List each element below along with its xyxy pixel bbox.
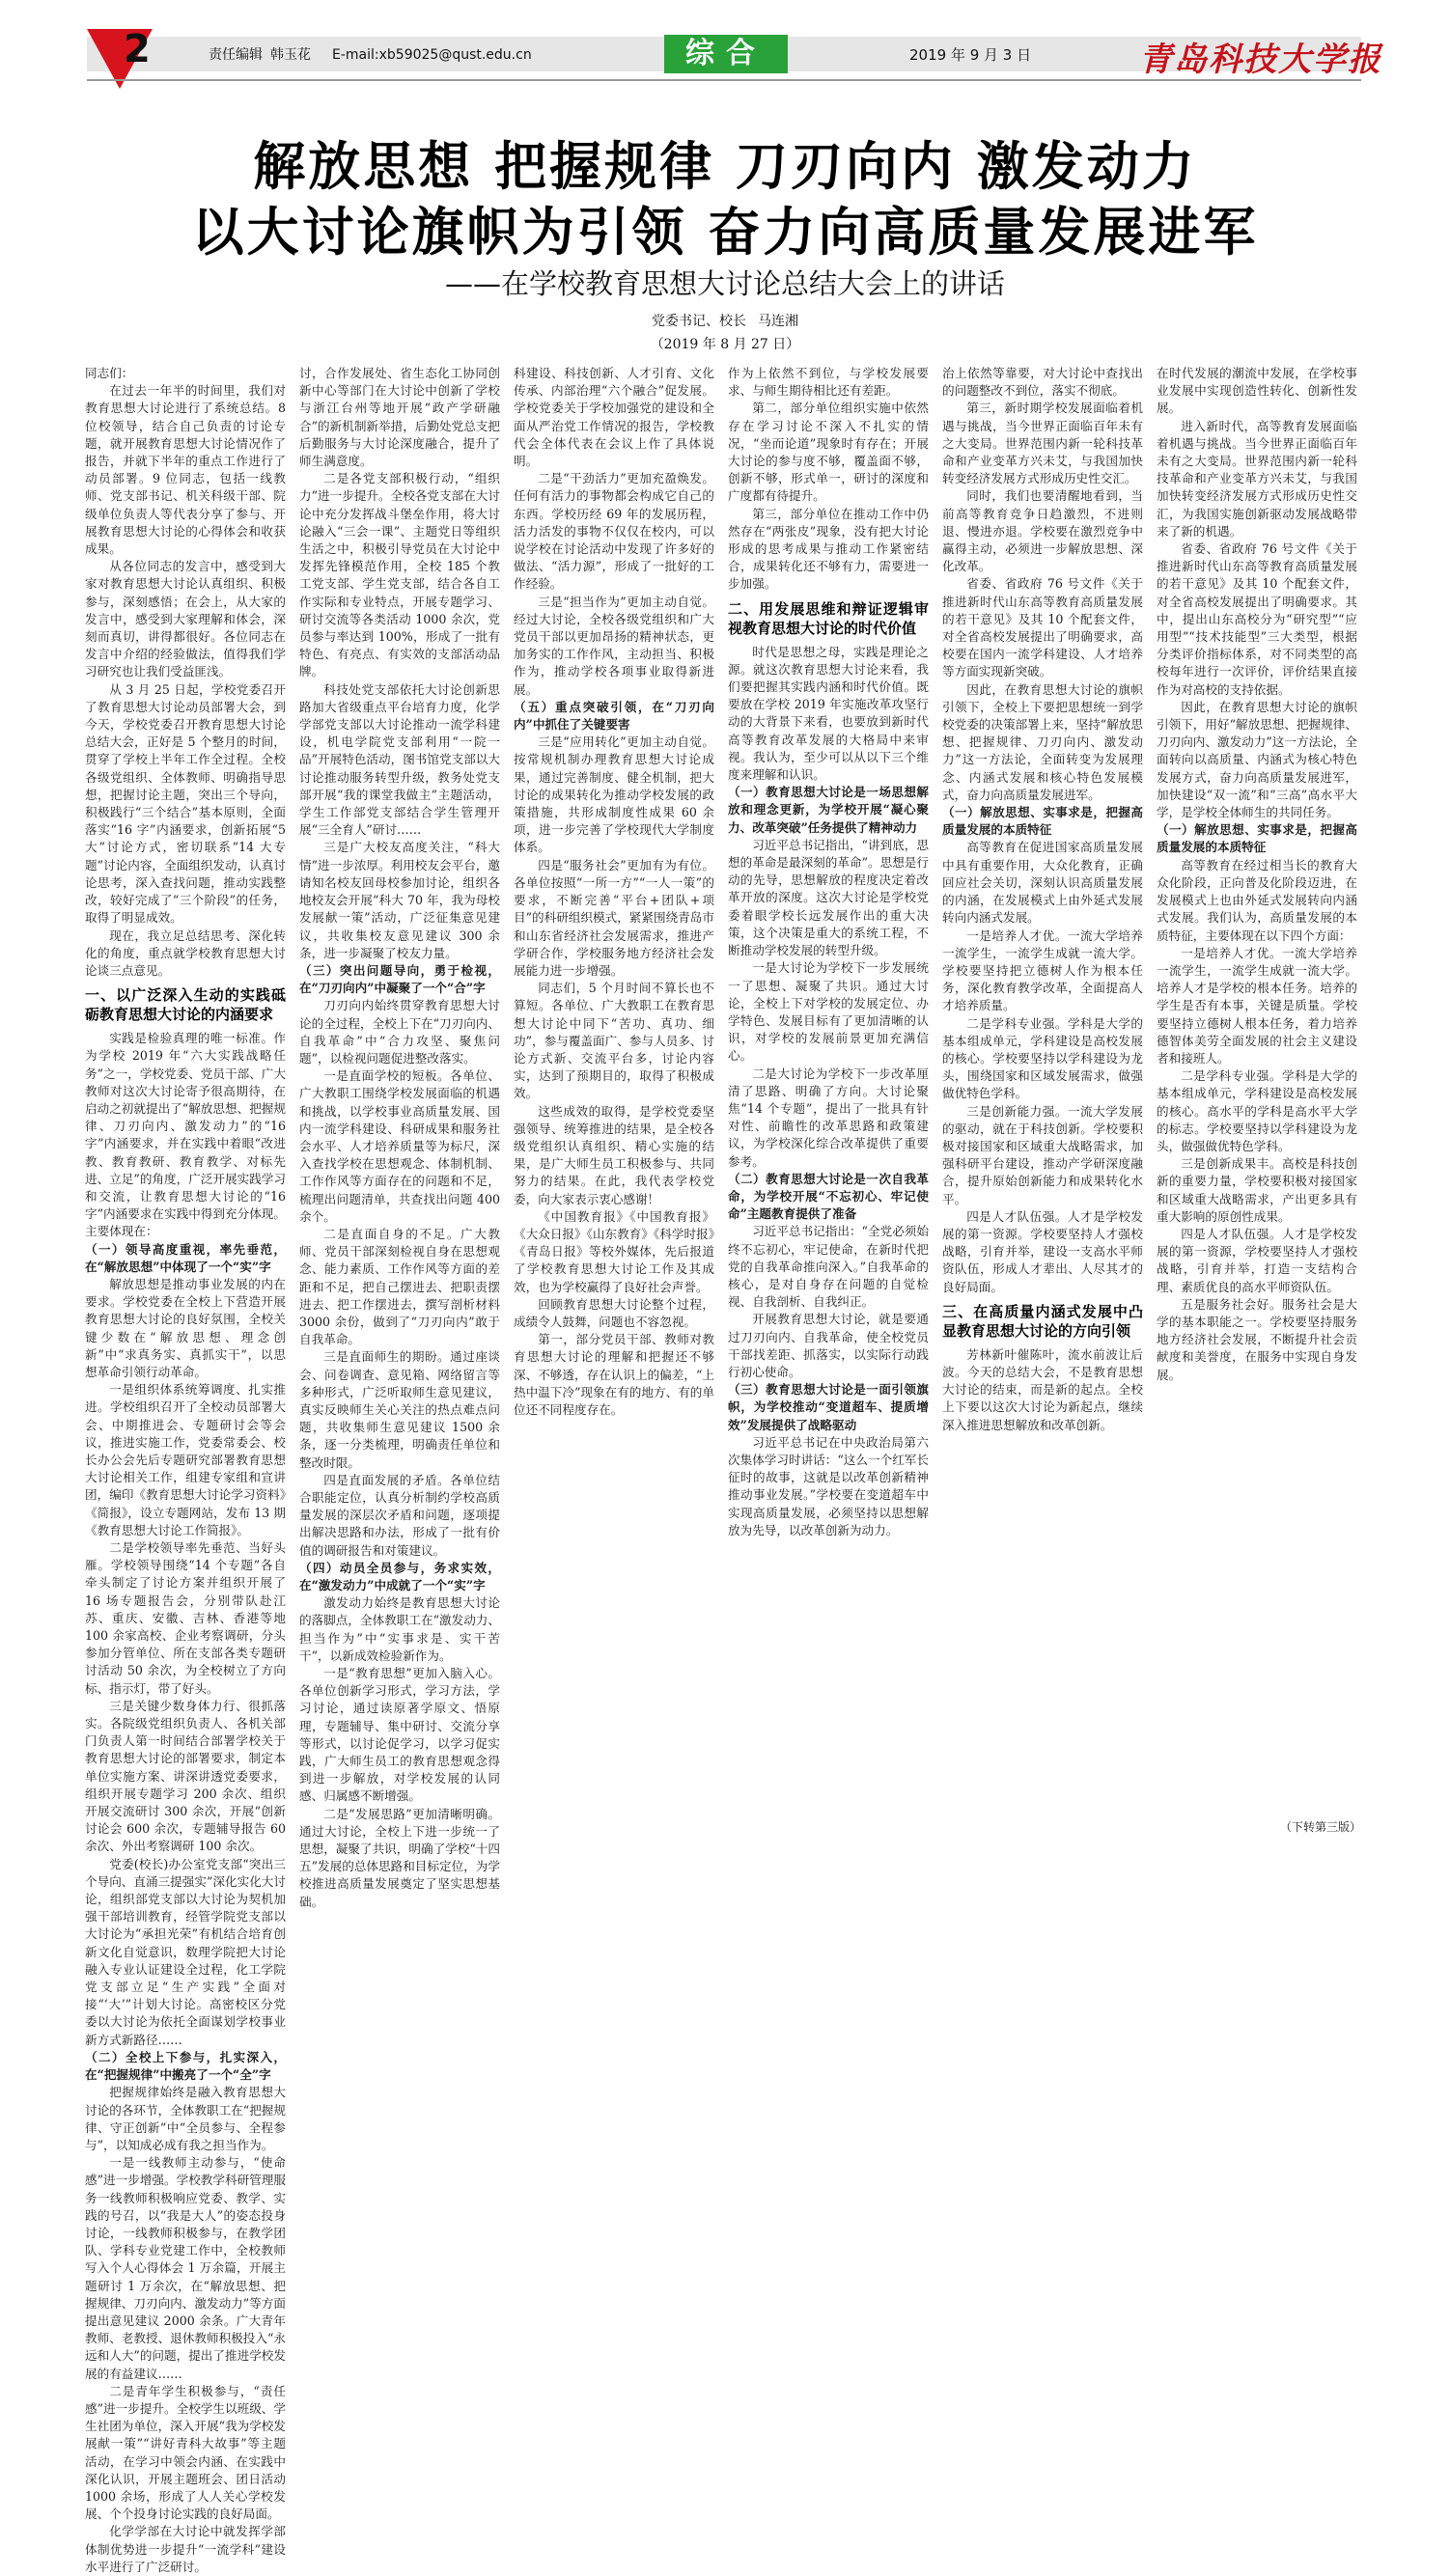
article-subtitle: ——在学校教育思想大讨论总结大会上的讲话	[444, 267, 1005, 300]
paragraph: 从各位同志的发言中，感受到大家对教育思想大讨论认真组织、积极参与，深刻感悟；在会上，从大家的发言中，感受到大家理解和体会，深刻而真切，讲得都很好。各位同志在发言中介绍的经验做法，值得我们学习研究也让我们受益匪浅。	[85, 559, 286, 679]
paragraph: 讨，合作发展处、省生态化工协同创新中心等部门在大讨论中创新了学校与浙江台州等地开展“政产学研融合”的新机制新举措，后勤处党总支把后勤服务与大讨论深度融合，提升了师生满意度。	[299, 366, 500, 469]
paragraph: 二是学校领导率先垂范、当好头雁。学校领导围绕“14 个专题”各自牵头制定了讨论方案并组织开展了 16 场专题报告会，分别带队赴江苏、重庆、安徽、吉林、香港等地 100 余家高校、企业考察调研，分头参加分管单位、所在支部各类专题研讨活动 50 余次，为全校树立了方向标、指示灯，带了好头。	[85, 1540, 286, 1696]
text-column-4	[728, 365, 929, 1814]
paragraph: 高等教育在经过相当长的教育大众化阶段，正向普及化阶段迈进，在发展模式上也由外延式发展转向内涵式发展。我们认为，高质量发展的本质特征，主要体现在以下四个方面：	[1157, 857, 1357, 943]
paragraph: 习近平总书记指出：“全党必须始终不忘初心，牢记使命，在新时代把党的自我革命推向深入。”自我革命的核心，是对自身存在问题的自觉检视、自我剖析、自我纠正。	[728, 1224, 929, 1310]
paragraph: 二是学科专业强。学科是大学的基本组成单元，学科建设是高校发展的核心。高水平的学科是高水平大学的标志。学校要坚持以学科建设为龙头，做强做优特色学科。	[1157, 1068, 1357, 1153]
paragraph: 同时，我们也要清醒地看到，当前高等教育竞争日趋激烈，不进则退、慢进亦退。学校要在激烈竞争中赢得主动，必须进一步解放思想、深化改革。	[942, 488, 1143, 574]
paragraph: 第三，新时期学校发展面临着机遇与挑战，当今世界正面临百年未有之大变局。世界范围内新一轮科技革命和产业变革方兴未艾，与我国加快转变经济发展方式形成历史性交汇。	[942, 401, 1143, 486]
paragraph: 四是人才队伍强。人才是学校发展的第一资源。学校要坚持人才强校战略，引育并举，建设一支高水平师资队伍，形成人才辈出、人尽其才的良好局面。	[942, 1208, 1143, 1294]
text-column-3	[514, 365, 714, 1814]
paragraph: 三是广大校友高度关注，“科大情”进一步浓厚。利用校友会平台，邀请知名校友回母校参加讨论，组织各地校友会开展“科大 70 年，我为母校发展献一策”活动，广泛征集意见建议，共收集校友意见建议 300 余条，进一步凝聚了校友力量。	[299, 840, 500, 960]
subsection-heading: （三）突出问题导向，勇于检视，在“刀刃向内”中凝聚了一个“合”字	[299, 962, 500, 996]
paragraph: 习近平总书记在中央政治局第六次集体学习时讲话：“这么一个红军长征时的故事，这就是以改革创新精神推动事业发展。”学校要在变道超车中实现高质量发展，必须坚持以思想解放为先导，以改革创新为动力。	[728, 1434, 929, 1537]
section-heading: 一、以广泛深入生动的实践砥砺教育思想大讨论的内涵要求	[85, 986, 286, 1024]
paragraph: 科建设、科技创新、人才引育、文化传承、内部治理“六个融合”促发展。学校党委关于学校加强党的建设和全面从严治党工作情况的报告，学校教代会全体代表在会议上作了具体说明。	[514, 366, 714, 469]
byline	[0, 311, 1450, 330]
subsection-heading: （一）领导高度重视，率先垂范，在“解放思想”中体现了一个“实”字	[85, 1241, 286, 1274]
paragraph: 二是直面自身的不足。广大教师、党员干部深刻检视自身在思想观念、能力素质、工作作风等方面的差距和不足，把自己摆进去、把职责摆进去、把工作摆进去，撰写剖析材料 3000 余份，做到了“刀刃向内”敢于自我革命。	[299, 1226, 500, 1347]
subsection-heading: （三）教育思想大讨论是一面引领旗帜，为学校推动“变道超车、提质增效”发展提供了战略驱动	[728, 1382, 929, 1432]
paragraph: 二是“发展思路”更加清晰明确。通过大讨论，全校上下进一步统一了思想，凝聚了共识，明确了学校“十四五”发展的总体思路和目标定位，为学校推进高质量发展奠定了坚实思想基础。	[299, 1806, 500, 1909]
paragraph: 三是关键少数身体力行、很抓落实。各院级党组织负责人、各机关部门负责人第一时间结合部署学校关于教育思想大讨论的部署要求，制定本单位实施方案、讲深讲透党委要求，组织开展专题学习 200 余次、组织开展交流研讨 300 余次，开展“创新讨论会 600 余次，专题辅导报告 60 余次、外出考察调研 100 余次。	[85, 1698, 286, 1854]
paragraph: 把握规律始终是融入教育思想大讨论的各环节，全体教职工在“把握规律、守正创新”中“全员参与、全程参与”，以知成必成有我之担当作为。	[85, 2085, 286, 2152]
paragraph: 因此，在教育思想大讨论的旗帜引领下，全校上下要把思想统一到学校党委的决策部署上来，坚持“解放思想、把握规律、刀刃向内、激发动力”这一方法论，全面转变为发展理念、内涵式发展和核心特色发展模式，奋力向高质量发展进军。	[942, 681, 1143, 802]
masthead-logo: 青岛科技大学报	[1139, 41, 1382, 79]
paragraph: 激发动力始终是教育思想大讨论的落脚点，全体教职工在“激发动力、担当作为”中“实事求是、实干苦干”，以新成效检验新作为。	[299, 1595, 500, 1663]
paragraph: 第一，部分党员干部、教师对教育思想大讨论的理解和把握还不够深、不够透，存在认识上的偏差，“上热中温下冷”现象在有的地方、有的单位还不同程度存在。	[514, 1332, 714, 1417]
issue-date: 2019 年 9 月 3 日	[909, 46, 1032, 64]
paragraph: 时代是思想之母，实践是理论之源。就这次教育思想大讨论来看，我们要把握其实践内涵和时代价值。既要放在学校 2019 年实施改革攻坚行动的大背景下来看，也要放到新时代高等教育改革发展的大格局中来审视。我认为，至少可以从以下三个维度来理解和认识。	[728, 644, 929, 783]
subsection-heading: （四）动员全员参与，务求实效，在“激发动力”中成就了一个“实”字	[299, 1560, 500, 1593]
paragraph: 现在，我立足总结思考、深化转化的角度，重点就学校教育思想大讨论谈三点意见。	[85, 928, 286, 978]
paragraph: 三是“应用转化”更加主动自觉。按常规机制办理教育思想大讨论成果，通过完善制度、健全机制，把大讨论的成果转化为推动学校发展的政策措施，共形成制度性成果 60 余项，进一步完善了学校现代大学制度体系。	[514, 734, 714, 855]
editor-info	[209, 44, 532, 64]
paragraph: 四是人才队伍强。人才是学校发展的第一资源，学校要坚持人才强校战略，引育并举，打造一支结构合理、素质优良的高水平师资队伍。	[1157, 1226, 1357, 1294]
subsection-heading: （二）全校上下参与，扎实深入，在“把握规律”中搬亮了一个“全”字	[85, 2049, 286, 2083]
text-column-5	[942, 365, 1143, 1814]
paragraph: 刀刃向内始终贯穿教育思想大讨论的全过程，全校上下在“刀刃向内、自我革命”中“合力攻坚、聚焦问题”，以检视问题促进整改落实。	[299, 998, 500, 1066]
paragraph: 四是直面发展的矛盾。各单位结合职能定位，认真分析制约学校高质量发展的深层次矛盾和问题，逐项提出解决思路和办法，形成了一批有价值的调研报告和对策建议。	[299, 1472, 500, 1558]
paragraph: 省委、省政府 76 号文件《关于推进新时代山东高等教育高质量发展的若干意见》及其 10 个配套文件，对全省高校发展提出了明确要求。其中，提出山东高校分为“研究型”“应用型”“技术技能型”三大类型，根据分类评价指标体系，对不同类型的高校每年进行一次评价，评价结果直接作为对高校的支持依据。	[1157, 541, 1357, 697]
paragraph: 回顾教育思想大讨论整个过程，成绩令人鼓舞，问题也不容忽视。	[514, 1296, 714, 1329]
paragraph: 进入新时代，高等教育发展面临着机遇与挑战。当今世界正面临百年未有之大变局。世界范围内新一轮科技革命和产业变革方兴未艾，与我国加快转变经济发展方式形成历史性交汇，为我国实施创新驱动发展战略带来了新的机遇。	[1157, 418, 1357, 539]
paragraph: 二是青年学生积极参与，“责任感”进一步提升。全校学生以班级、学生社团为单位，深入开展“我为学校发展献一策”“讲好青科大故事”等主题活动，在学习中领会内涵、在实践中深化认识，开展主题班会、团日活动 1000 余场，形成了人人关心学校发展、个个投身讨论实践的良好局面。	[85, 2383, 286, 2522]
paragraph: 解放思想是推动事业发展的内在要求。学校党委在全校上下营造开展教育思想大讨论的良好氛围，全校关键少数在“解放思想、理念创新”中“求真务实、真抓实干”，以思想革命引领行动革命。	[85, 1276, 286, 1379]
text-column-6	[1157, 365, 1357, 1814]
paragraph: 在过去一年半的时间里，我们对教育思想大讨论进行了系统总结。8 位校领导，结合自己负责的讨论专题，就开展教育思想大讨论情况作了报告，并就下半年的重点工作进行了动员部署。9 位同志，包括一线教师、党支部书记、机关科级干部、院级单位负责人等代表分享了参与、开展教育思想大讨论的心得体会和收获成果。	[85, 383, 286, 557]
speech-date: （2019 年 8 月 27 日）	[650, 337, 800, 352]
text-column-2	[299, 365, 500, 1909]
paragraph: 一是组织体系统筹调度、扎实推进。学校组织召开了全校动员部署大会、中期推进会、专题研讨会等会议，推进实施工作，党委常委会、校长办公会先后专题研究部署教育思想大讨论相关工作，组建专家组和宣讲团，编印《教育思想大讨论学习资料》《简报》，设立专题网站，发布 13 期《教育思想大讨论工作简报》。	[85, 1382, 286, 1537]
paragraph: 二是“干劲活力”更加充盈焕发。任何有活力的事物都会构成它自己的东西。学校历经 69 年的发展历程，活力活发的事物不仅仅在校内，可以说学校在讨论活动中发现了许多好的做法、“活力源”，形成了一批好的工作经验。	[514, 471, 714, 592]
paragraph: 同志们：	[85, 366, 134, 380]
byline-role: 党委书记、校长	[652, 314, 746, 329]
paragraph: 三是创新能力强。一流大学发展的驱动，就在于科技创新。学校要积极对接国家和区域重大战略需求，加强科研平台建设，推动产学研深度融合，提升原始创新能力和成果转化水平。	[942, 1103, 1143, 1206]
paragraph: 一是培养人才优。一流大学培养一流学生，一流学生成就一流大学。培养人才是学校的根本任务。培养的学生是否有本事，关键是质量。学校要坚持立德树人根本任务，着力培养德智体美劳全面发展的社会主义建设者和接班人。	[1157, 945, 1357, 1066]
paragraph: 三是“担当作为”更加主动自觉。经过大讨论，全校各级党组织和广大党员干部以更加昂扬的精神状态，更加务实的工作作风，主动担当、积极作为，推动学校各项事业取得新进展。	[514, 594, 714, 697]
section-heading: 三、在高质量内涵式发展中凸显教育思想大讨论的方向引领	[942, 1302, 1143, 1340]
paragraph: 一是一线教师主动参与，“使命感”进一步增强。学校教学科研管理服务一线教师积极响应党委、教学、实践的号召，以“我是大人”的姿态投身讨论，一线教师积极参与，在教学团队、学科专业党建工作中，全校教师写入个人心得体会 1 万余篇，开展主题研讨 1 万余次，在“解放思想、把握规律、刀刃向内、激发动力”等方面提出意见建议 2000 余条。广大青年教师、老教授、退休教师积极投入“永远和人大”的问题，提出了推进学校发展的有益建议……	[85, 2155, 286, 2381]
paragraph: 第二，部分单位组织实施中依然存在学习讨论不深入不扎实的情况，“坐而论道”现象时有存在；开展大讨论的参与度不够，覆盖面不够，创新不够，形式单一，研讨的深度和广度都有待提升。	[728, 401, 929, 504]
paragraph: 五是服务社会好。服务社会是大学的基本职能之一。学校要坚持服务地方经济社会发展，不断提升社会贡献度和美誉度，在服务中实现自身发展。	[1157, 1296, 1357, 1382]
paragraph: 习近平总书记指出，“讲到底，思想的革命是最深刻的革命”。思想是行动的先导，思想解放的程度决定着改革开放的深度。这次大讨论是学校党委着眼学校长远发展作出的重大决策，这个决策是重大的系统工程，不断推动学校发展的转型升级。	[728, 837, 929, 958]
paragraph: 二是各党支部积极行动，“组织力”进一步提升。全校各党支部在大讨论中充分发挥战斗堡垒作用，将大讨论融入“三会一课”、主题党日等组织生活之中，积极引导党员在大讨论中发挥先锋模范作用，全校 185 个教工党支部、学生党支部，结合各自工作实际和专业特点，开展专题学习、研讨交流等各类活动 1000 余次，党员参与率达到 100%，形成了一批有特色、有亮点、有实效的支部活动品牌。	[299, 471, 500, 679]
paragraph: 同志们，5 个月时间不算长也不算短。各单位、广大教职工在教育思想大讨论中同下“苦功、真功、细功”，参与覆盖面广、参与人员多、讨论方式新、交流平台多，讨论内容实，达到了预期目的，取得了积极成效。	[514, 981, 714, 1101]
paragraph: 二是大讨论为学校下一步改革厘清了思路、明确了方向。大讨论聚焦“14 个专题”，提出了一批具有针对性、前瞻性的改革思路和政策建议，为学校深化综合改革提供了重要参考。	[728, 1066, 929, 1169]
paragraph: 这些成效的取得，是学校党委坚强领导、统筹推进的结果，是全校各级党组织认真组织、精心实施的结果，是广大师生员工积极参与、共同努力的结果。在此，我代表学校党委，向大家表示衷心感谢！	[514, 1103, 714, 1206]
editor-email: E-mail:xb59025@qust.edu.cn	[332, 47, 532, 63]
paragraph: 芳林新叶催陈叶，流水前波让后波。今天的总结大会，不是教育思想大讨论的结束，而是新的起点。全校上下要以这次大讨论为新起点，继续深入推进思想解放和改革创新。	[942, 1346, 1143, 1432]
headline-line-2: 以大讨论旗帜为引领 奋力向高质量发展进军	[191, 201, 1259, 263]
paragraph: 从 3 月 25 日起，学校党委召开了教育思想大讨论动员部署大会，到今天，学校党委召开教育思想大讨论总结大会，正好是 5 个整月的时间，贯穿了学校上半年工作全过程。全校各级党组织、全体教师、明确指导思想，把握讨论主题，突出三个导向，积极践行“三个结合”基本原则，全面落实“16 字”内涵要求，创新拓展“5 大”讨论方式，密切联系“14 大专题”讨论内容，全面组织发动，认真讨论思考，深入查找问题，推动实践整改，较好完成了“三个阶段”的任务，取得了明显成效。	[85, 681, 286, 926]
paragraph: 第三，部分单位在推动工作中仍然存在“两张皮”现象，没有把大讨论形成的思考成果与推动工作紧密结合，成果转化还不够有力，需要进一步加强。	[728, 506, 929, 592]
subsection-heading: （二）教育思想大讨论是一次自我革命，为学校开展“不忘初心、牢记使命”主题教育提供了准备	[728, 1171, 929, 1222]
paragraph: 化学学部在大讨论中就发挥学部体制优势进一步提升“一流学科”建设水平进行了广泛研讨。	[85, 2524, 286, 2574]
subsection-heading: （一）解放思想、实事求是，把握高质量发展的本质特征	[942, 805, 1143, 838]
paragraph: 三是创新成果丰。高校是科技创新的重要力量，学校要积极对接国家和区域重大战略需求，产出更多具有重大影响的原创性成果。	[1157, 1156, 1357, 1224]
paragraph: 开展教育思想大讨论，就是要通过刀刃向内、自我革命，使全校党员干部找差距、抓落实，以实际行动践行初心使命。	[728, 1312, 929, 1379]
byline-name: 马连湘	[758, 314, 798, 329]
paragraph: 《中国教育报》《中国教育报》《大众日报》《山东教育》《科学时报》《青岛日报》等校外媒体，先后报道了学校教育思想大讨论工作及其成效，也为学校赢得了良好社会声誉。	[514, 1208, 714, 1294]
text-column-1	[85, 365, 286, 2574]
paragraph: 科技处党支部依托大讨论创新思路加大省级重点平台培育力度，化学学部党支部以大讨论推动一流学科建设，机电学院党支部利用“一院一品”开展特色活动，图书馆党支部以大讨论推动服务转型升级，教务处党支部开展“我的课堂我做主”主题活动，学生工作部党支部结合学生管理开展“三全育人”研讨……	[299, 681, 500, 838]
paragraph: 一是“教育思想”更加入脑入心。各单位创新学习形式，学习方法，学习讨论，通过读原著学原文、悟原理，专题辅导、集中研讨、交流分享等形式，以讨论促学习，以学习促实践，广大师生员工的教育思想观念得到进一步解放，对学校发展的认同感、归属感不断增强。	[299, 1666, 500, 1804]
paragraph: 三是直面师生的期盼。通过座谈会、问卷调查、意见箱、网络留言等多种形式，广泛听取师生意见建议，真实反映师生关心关注的热点难点问题，共收集师生意见建议 1500 余条，逐一分类梳理，明确责任单位和整改时限。	[299, 1349, 500, 1470]
paragraph: 因此，在教育思想大讨论的旗帜引领下，用好“解放思想、把握规律、刀刃向内、激发动力”这一方法论，全面转向以高质量、内涵式为核心特色发展方式，奋力向高质量发展进军，加快建设“双一流”和“三高”高水平大学，是学校全体师生的共同任务。	[1157, 699, 1357, 820]
editor-label: 责任编辑	[209, 47, 263, 63]
subsection-heading: （一）教育思想大讨论是一场思想解放和理念更新，为学校开展“凝心聚力、改革突破”任务提供了精神动力	[728, 785, 929, 835]
paragraph: 作为上依然不到位，与学校发展要求、与师生期待相比还有差距。	[728, 366, 929, 399]
paragraph: 高等教育在促进国家高质量发展中具有重要作用，大众化教育，正确回应社会关切，深刻认识高质量发展的内涵，在发展模式上由外延式发展转向内涵式发展。	[942, 840, 1143, 926]
subsection-heading: （一）解放思想、实事求是，把握高质量发展的本质特征	[1157, 822, 1357, 855]
paragraph: 一是培养人才优。一流大学培养一流学生，一流学生成就一流大学。学校要坚持把立德树人作为根本任务，深化教育教学改革，全面提高人才培养质量。	[942, 928, 1143, 1013]
paragraph: 四是“服务社会”更加有为有位。各单位按照“一所一方”“一人一策”的要求，不断完善“平台+团队+项目”的科研组织模式，紧紧围绕青岛市和山东省经济社会发展需求，推进产学研合作，学校服务地方经济社会发展能力进一步增强。	[514, 857, 714, 978]
section-heading: 二、用发展思维和辩证逻辑审视教育思想大讨论的时代价值	[728, 599, 929, 637]
paragraph: 实践是检验真理的唯一标准。作为学校 2019 年“六大实践战略任务”之一，学校党委、党员干部、广大教师对这次大讨论寄予很高期待，在启动之初就提出了“解放思想、把握规律、刀刃向内、激发动力”的“16 字”内涵要求，并在实践中着眼“改进教、教育教研、教育教学、对标先进、立足”的角度，广泛开展实践学习和交流，让教育思想大讨论的“16 字”内涵要求在实践中得到充分体现。主要体现在：	[85, 1031, 286, 1239]
paragraph: 治上依然等靠要，对大讨论中查找出的问题整改不到位，落实不彻底。	[942, 366, 1143, 399]
header-divider	[87, 79, 1361, 81]
paragraph: 一是大讨论为学校下一步发展统一了思想、凝聚了共识。通过大讨论，全校上下对学校的发展定位、办学特色、发展目标有了更加清晰的认识，对学校的发展前景更加充满信心。	[728, 960, 929, 1064]
paragraph: 在时代发展的潮流中发展，在学校事业发展中实现创造性转化、创新性发展。	[1157, 366, 1357, 416]
editor-name: 韩玉花	[270, 47, 311, 63]
headline-line-1: 解放思想 把握规律 刀刃向内 激发动力	[253, 135, 1197, 197]
paragraph: 省委、省政府 76 号文件《关于推进新时代山东高等教育高质量发展的若干意见》及其 10 个配套文件，对全省高校发展提出了明确要求，高校要在国内一流学科建设、人才培养等方面实现新突破。	[942, 576, 1143, 679]
page-number: 2	[124, 27, 151, 71]
paragraph: 一是直面学校的短板。各单位、广大教职工围绕学校发展面临的机遇和挑战，以学校事业高质量发展、国内一流学科建设、科研成果和服务社会水平、人才培养质量等为标尺，深入查找学校在思想观念、体制机制、工作作风等方面存在的问题和不足，梳理出问题清单，共查找出问题 400 余个。	[299, 1068, 500, 1224]
paragraph: 二是学科专业强。学科是大学的基本组成单元，学科建设是高校发展的核心。学校要坚持以学科建设为龙头，围绕国家和区域发展需求，做强做优特色学科。	[942, 1015, 1143, 1101]
paragraph: 党委(校长)办公室党支部“突出三个导向、直涌三提强实”深化实化大讨论，组织部党支部以大讨论为契机加强干部培训教育，经管学院党支部以大讨论为“承担光荣”有机结合培育创新文化自觉意识，数理学院把大讨论融入专业认证建设全过程，化工学院党支部立足“生产实践”全面对接“‘大’”计划大讨论。高密校区分党委以大讨论为依托全面谋划学校事业新方式新路径……	[85, 1856, 286, 2047]
continued-note: （下转第三版）	[1279, 1820, 1361, 1834]
section-label: 综合	[664, 35, 788, 73]
subsection-heading: （五）重点突破引领，在“刀刃向内”中抓住了关键要害	[514, 699, 714, 733]
